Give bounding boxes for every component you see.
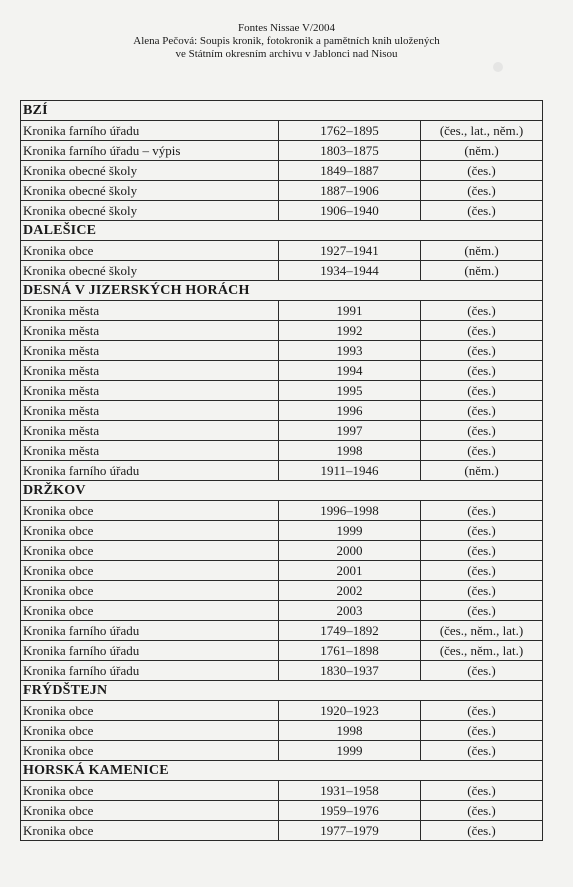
page-header <box>0 22 573 61</box>
years-cell: 1803–1875 <box>279 141 421 161</box>
section-title: BZÍ <box>21 101 543 121</box>
chronicle-name-cell: Kronika farního úřadu <box>21 121 279 141</box>
chronicle-name-cell: Kronika farního úřadu – výpis <box>21 141 279 161</box>
table-row <box>21 181 543 201</box>
years-cell: 2000 <box>279 541 421 561</box>
publication-title: Fontes Nissae V/2004 <box>238 22 335 34</box>
chronicle-name-cell: Kronika města <box>21 401 279 421</box>
section-title: HORSKÁ KAMENICE <box>21 761 543 781</box>
table-row <box>21 361 543 381</box>
table-row <box>21 421 543 441</box>
table-row <box>21 461 543 481</box>
language-cell: (něm.) <box>421 261 543 281</box>
language-cell: (čes.) <box>421 401 543 421</box>
chronicle-name-cell: Kronika města <box>21 301 279 321</box>
table-row <box>21 161 543 181</box>
table-row <box>21 141 543 161</box>
table-row <box>21 401 543 421</box>
table-row <box>21 741 543 761</box>
table-row <box>21 801 543 821</box>
years-cell: 1959–1976 <box>279 801 421 821</box>
language-cell: (čes.) <box>421 721 543 741</box>
table-row <box>21 441 543 461</box>
chronicle-name-cell: Kronika farního úřadu <box>21 621 279 641</box>
years-cell: 1977–1979 <box>279 821 421 841</box>
years-cell: 2003 <box>279 601 421 621</box>
table-row <box>21 301 543 321</box>
chronicle-name-cell: Kronika obecné školy <box>21 181 279 201</box>
chronicle-name-cell: Kronika obce <box>21 521 279 541</box>
language-cell: (čes.) <box>421 361 543 381</box>
table-row <box>21 581 543 601</box>
chronicle-name-cell: Kronika obecné školy <box>21 201 279 221</box>
years-cell: 1887–1906 <box>279 181 421 201</box>
chronicle-name-cell: Kronika obce <box>21 781 279 801</box>
table-row <box>21 341 543 361</box>
years-cell: 1992 <box>279 321 421 341</box>
table-row <box>21 821 543 841</box>
chronicle-name-cell: Kronika města <box>21 341 279 361</box>
language-cell: (čes.) <box>421 701 543 721</box>
language-cell: (čes., lat., něm.) <box>421 121 543 141</box>
table-row <box>21 381 543 401</box>
language-cell: (čes.) <box>421 561 543 581</box>
table-row <box>21 781 543 801</box>
years-cell: 1762–1895 <box>279 121 421 141</box>
table-row <box>21 561 543 581</box>
language-cell: (čes.) <box>421 301 543 321</box>
language-cell: (něm.) <box>421 241 543 261</box>
language-cell: (čes.) <box>421 661 543 681</box>
chronicle-name-cell: Kronika města <box>21 321 279 341</box>
table-row <box>21 661 543 681</box>
years-cell: 1998 <box>279 721 421 741</box>
language-cell: (čes.) <box>421 801 543 821</box>
chronicle-name-cell: Kronika obce <box>21 821 279 841</box>
language-cell: (čes.) <box>421 821 543 841</box>
language-cell: (čes.) <box>421 601 543 621</box>
language-cell: (čes.) <box>421 161 543 181</box>
years-cell: 1993 <box>279 341 421 361</box>
chronicle-name-cell: Kronika obce <box>21 601 279 621</box>
chronicle-name-cell: Kronika obce <box>21 741 279 761</box>
language-cell: (čes.) <box>421 421 543 441</box>
chronicle-name-cell: Kronika obecné školy <box>21 161 279 181</box>
section-title: FRÝDŠTEJN <box>21 681 543 701</box>
years-cell: 1927–1941 <box>279 241 421 261</box>
chronicle-name-cell: Kronika obecné školy <box>21 261 279 281</box>
chronicle-name-cell: Kronika obce <box>21 801 279 821</box>
years-cell: 1996 <box>279 401 421 421</box>
table-row <box>21 261 543 281</box>
table-row <box>21 621 543 641</box>
language-cell: (čes.) <box>421 741 543 761</box>
section-header-row <box>21 481 543 501</box>
years-cell: 1920–1923 <box>279 701 421 721</box>
years-cell: 1997 <box>279 421 421 441</box>
years-cell: 1849–1887 <box>279 161 421 181</box>
years-cell: 1931–1958 <box>279 781 421 801</box>
language-cell: (čes.) <box>421 781 543 801</box>
years-cell: 2001 <box>279 561 421 581</box>
table-row <box>21 241 543 261</box>
table-row <box>21 321 543 341</box>
section-header-row <box>21 221 543 241</box>
section-header-row <box>21 681 543 701</box>
chronicle-name-cell: Kronika obce <box>21 541 279 561</box>
years-cell: 1906–1940 <box>279 201 421 221</box>
language-cell: (čes.) <box>421 381 543 401</box>
language-cell: (čes., něm., lat.) <box>421 641 543 661</box>
language-cell: (čes.) <box>421 541 543 561</box>
years-cell: 1991 <box>279 301 421 321</box>
years-cell: 1999 <box>279 741 421 761</box>
years-cell: 2002 <box>279 581 421 601</box>
years-cell: 1996–1998 <box>279 501 421 521</box>
language-cell: (čes.) <box>421 521 543 541</box>
document-author-title: Alena Pečová: Soupis kronik, fotokronik a pamětních knih uložených <box>133 35 440 47</box>
language-cell: (čes.) <box>421 581 543 601</box>
section-header-row <box>21 101 543 121</box>
years-cell: 1934–1944 <box>279 261 421 281</box>
chronicle-name-cell: Kronika farního úřadu <box>21 661 279 681</box>
years-cell: 1761–1898 <box>279 641 421 661</box>
section-header-row <box>21 761 543 781</box>
section-title: DESNÁ V JIZERSKÝCH HORÁCH <box>21 281 543 301</box>
table-row <box>21 541 543 561</box>
chronicle-name-cell: Kronika obce <box>21 561 279 581</box>
table-row <box>21 501 543 521</box>
language-cell: (čes.) <box>421 501 543 521</box>
document-subtitle: ve Státním okresním archivu v Jablonci nad Nisou <box>175 48 398 60</box>
section-title: DRŽKOV <box>21 481 543 501</box>
years-cell: 1749–1892 <box>279 621 421 641</box>
years-cell: 1830–1937 <box>279 661 421 681</box>
language-cell: (čes.) <box>421 441 543 461</box>
language-cell: (čes.) <box>421 181 543 201</box>
table-row <box>21 701 543 721</box>
years-cell: 1994 <box>279 361 421 381</box>
chronicle-name-cell: Kronika města <box>21 361 279 381</box>
language-cell: (čes.) <box>421 341 543 361</box>
table-row <box>21 641 543 661</box>
table-row <box>21 121 543 141</box>
chronicle-name-cell: Kronika obce <box>21 581 279 601</box>
years-cell: 1999 <box>279 521 421 541</box>
chronicle-name-cell: Kronika farního úřadu <box>21 461 279 481</box>
language-cell: (čes., něm., lat.) <box>421 621 543 641</box>
language-cell: (něm.) <box>421 461 543 481</box>
chronicle-name-cell: Kronika obce <box>21 241 279 261</box>
chronicle-name-cell: Kronika obce <box>21 721 279 741</box>
chronicle-name-cell: Kronika obce <box>21 701 279 721</box>
language-cell: (něm.) <box>421 141 543 161</box>
table-row <box>21 721 543 741</box>
table-row <box>21 521 543 541</box>
section-header-row <box>21 281 543 301</box>
chronicle-name-cell: Kronika města <box>21 381 279 401</box>
chronicle-name-cell: Kronika města <box>21 441 279 461</box>
chronicle-table <box>20 100 543 841</box>
years-cell: 1911–1946 <box>279 461 421 481</box>
scan-speck <box>493 62 503 72</box>
chronicle-name-cell: Kronika města <box>21 421 279 441</box>
years-cell: 1995 <box>279 381 421 401</box>
table-row <box>21 601 543 621</box>
chronicle-name-cell: Kronika farního úřadu <box>21 641 279 661</box>
years-cell: 1998 <box>279 441 421 461</box>
table-row <box>21 201 543 221</box>
language-cell: (čes.) <box>421 201 543 221</box>
language-cell: (čes.) <box>421 321 543 341</box>
chronicle-name-cell: Kronika obce <box>21 501 279 521</box>
chronicle-table-body <box>21 101 543 841</box>
section-title: DALEŠICE <box>21 221 543 241</box>
